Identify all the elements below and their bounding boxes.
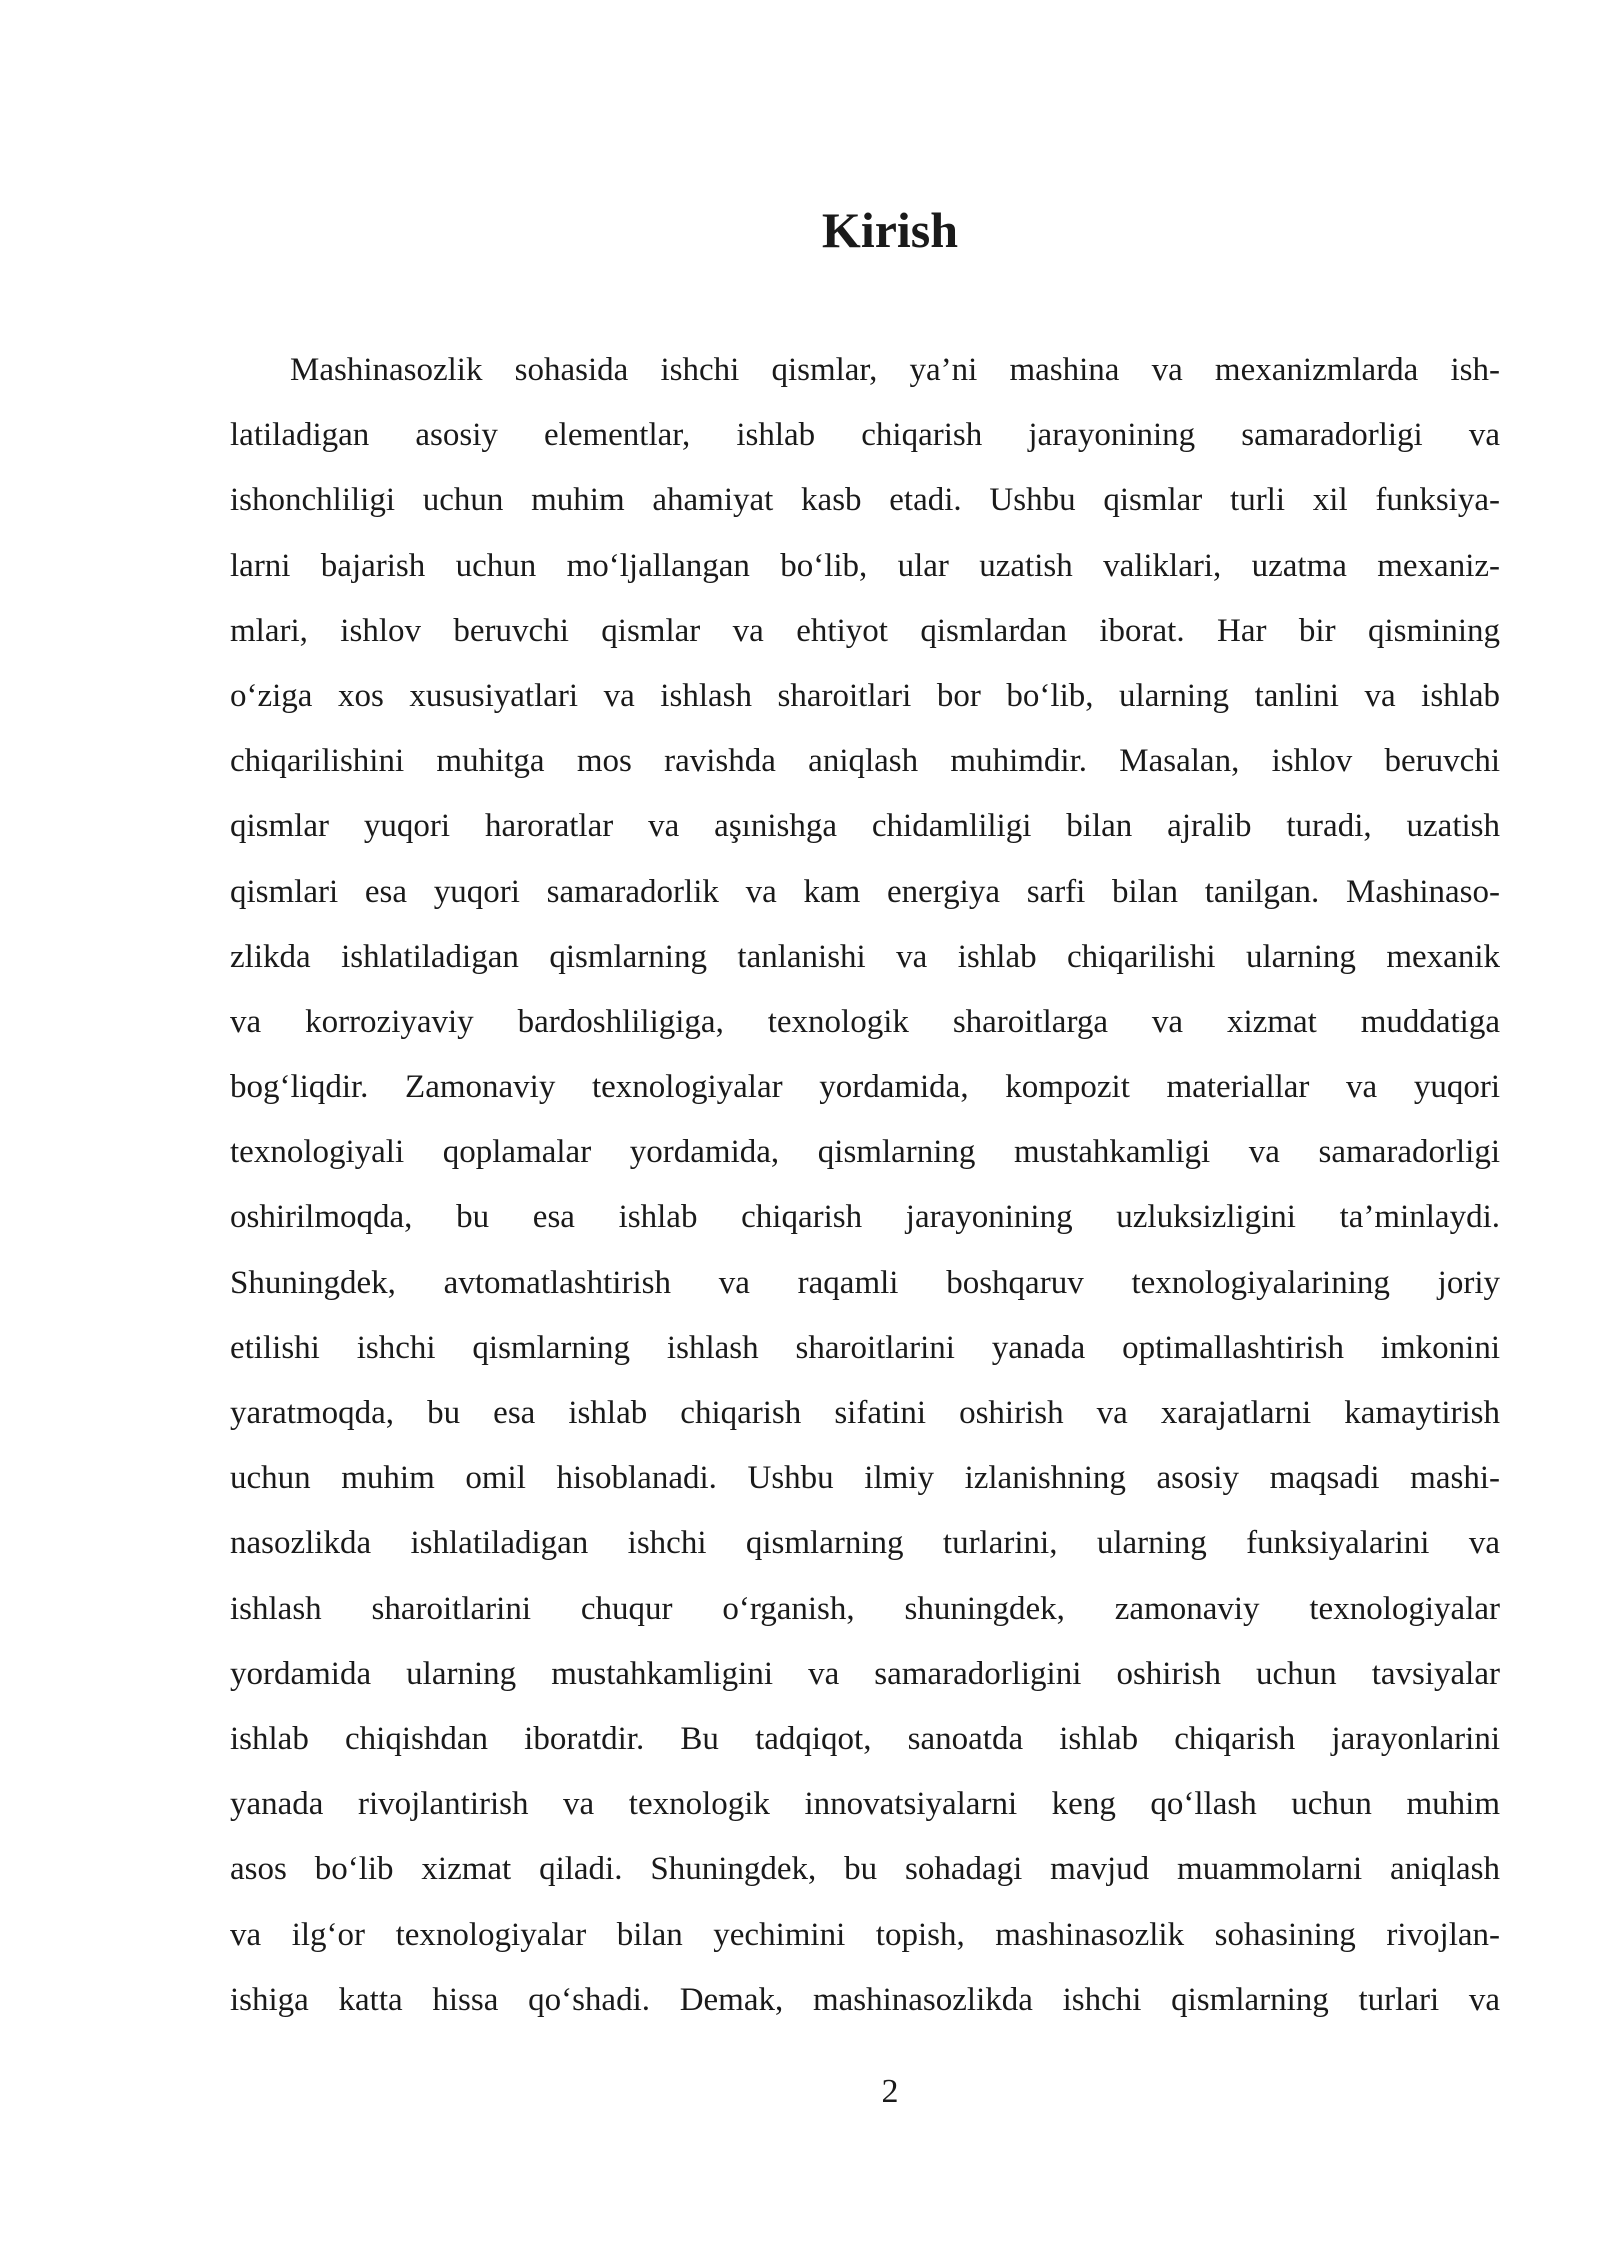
text-line: va korroziyaviy bardoshliligiga, texnologik sharoitlarga va xizmat muddatiga	[230, 1003, 1500, 1040]
text-line: va ilg‘or texnologiyalar bilan yechimini topish, mashinasozlik sohasining rivojlan-	[230, 1916, 1500, 1953]
text-line: Mashinasozlik sohasida ishchi qismlar, ya’ni mashina va mexanizmlarda ish-	[290, 352, 1500, 388]
body-paragraph	[230, 338, 1500, 2033]
text-line: mlari, ishlov beruvchi qismlar va ehtiyot qismlardan iborat. Har bir qismining	[230, 612, 1500, 649]
text-line: texnologiyali qoplamalar yordamida, qismlarning mustahkamligi va samaradorligi	[230, 1134, 1500, 1171]
text-line: ishlab chiqishdan iboratdir. Bu tadqiqot, sanoatda ishlab chiqarish jarayonlarini	[230, 1720, 1500, 1757]
text-line: etilishi ishchi qismlarning ishlash sharoitlarini yanada optimallashtirish imkonini	[230, 1329, 1500, 1366]
text-line: o‘ziga xos xususiyatlari va ishlash sharoitlari bor bo‘lib, ularning tanlini va ishlab	[230, 677, 1500, 714]
text-line: nasozlikda ishlatiladigan ishchi qismlarning turlarini, ularning funksiyalarini va	[230, 1525, 1500, 1562]
text-line: yaratmoqda, bu esa ishlab chiqarish sifatini oshirish va xarajatlarni kamaytirish	[230, 1395, 1500, 1431]
text-line: chiqarilishini muhitga mos ravishda aniqlash muhimdir. Masalan, ishlov beruvchi	[230, 743, 1500, 780]
text-line: bog‘liqdir. Zamonaviy texnologiyalar yordamida, kompozit materiallar va yuqori	[230, 1069, 1500, 1106]
text-line: uchun muhim omil hisoblanadi. Ushbu ilmiy izlanishning asosiy maqsadi mashi-	[230, 1460, 1500, 1497]
text-line: yordamida ularning mustahkamligini va samaradorligini oshirish uchun tavsiyalar	[230, 1655, 1500, 1692]
text-line: latiladigan asosiy elementlar, ishlab chiqarish jarayonining samaradorligi va	[230, 417, 1500, 454]
text-line: larni bajarish uchun mo‘ljallangan bo‘lib, ular uzatish valiklari, uzatma mexaniz-	[230, 547, 1500, 584]
page-title: Kirish	[821, 202, 959, 258]
page-number: 2	[881, 2073, 899, 2110]
text-line: zlikda ishlatiladigan qismlarning tanlanishi va ishlab chiqarilishi ularning mexanik	[230, 938, 1500, 975]
text-line: qismlar yuqori haroratlar va aşınishga chidamliligi bilan ajralib turadi, uzatish	[230, 808, 1500, 845]
text-line: asos bo‘lib xizmat qiladi. Shuningdek, bu sohadagi mavjud muammolarni aniqlash	[230, 1851, 1500, 1888]
text-line: qismlari esa yuqori samaradorlik va kam energiya sarfi bilan tanilgan. Mashinaso-	[230, 873, 1500, 910]
text-line: ishiga katta hissa qo‘shadi. Demak, mashinasozlikda ishchi qismlarning turlari va	[230, 1981, 1500, 2018]
text-line: ishonchliligi uchun muhim ahamiyat kasb etadi. Ushbu qismlar turli xil funksiya-	[230, 482, 1500, 519]
text-line: Shuningdek, avtomatlashtirish va raqamli boshqaruv texnologiyalarining joriy	[230, 1264, 1500, 1301]
text-line: ishlash sharoitlarini chuqur o‘rganish, shuningdek, zamonaviy texnologiyalar	[230, 1590, 1500, 1627]
text-line: oshirilmoqda, bu esa ishlab chiqarish jarayonining uzluksizligini ta’minlaydi.	[230, 1199, 1500, 1236]
text-line: yanada rivojlantirish va texnologik innovatsiyalarni keng qo‘llash uchun muhim	[230, 1786, 1500, 1823]
